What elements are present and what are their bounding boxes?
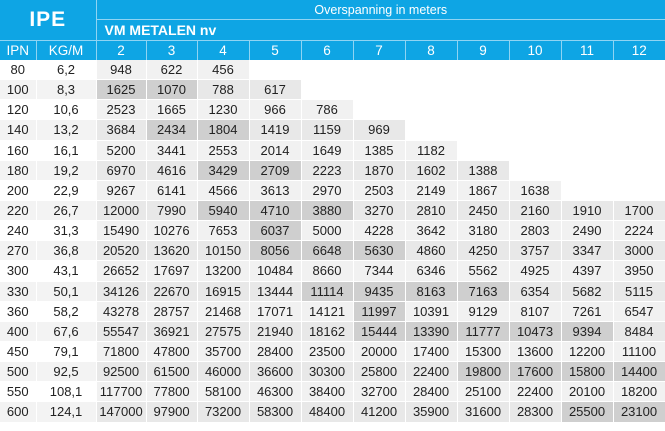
span-value-cell: 5630 [353,241,405,261]
span-value-cell: 2149 [405,180,457,200]
span-value-cell: 11997 [353,301,405,321]
kgm-cell: 8,3 [36,80,96,100]
kgm-cell: 50,1 [36,281,96,301]
ipn-cell: 300 [0,261,36,281]
table-row [0,120,665,140]
span-value-cell: 7990 [146,200,197,220]
span-value-cell: 5115 [613,281,665,301]
column-header-span: 4 [197,41,249,61]
span-value-cell [613,100,665,120]
span-value-cell: 32700 [353,382,405,402]
span-value-cell: 10391 [405,301,457,321]
span-value-cell: 14121 [301,301,353,321]
table-row [0,301,665,321]
span-value-cell [613,180,665,200]
span-value-cell [457,100,509,120]
span-value-cell: 5000 [301,221,353,241]
span-value-cell [405,100,457,120]
kgm-cell: 79,1 [36,341,96,361]
span-value-cell: 10276 [146,221,197,241]
span-value-cell: 7344 [353,261,405,281]
span-value-cell: 18200 [613,382,665,402]
span-value-cell: 21940 [249,321,301,341]
span-value-cell: 47800 [146,341,197,361]
span-value-cell: 6346 [405,261,457,281]
span-value-cell: 9435 [353,281,405,301]
kgm-cell: 108,1 [36,382,96,402]
span-value-cell: 2810 [405,200,457,220]
span-value-cell: 456 [197,60,249,80]
span-value-cell: 25500 [561,402,613,422]
span-value-cell [561,60,613,80]
ipn-cell: 450 [0,341,36,361]
span-value-cell [457,120,509,140]
span-value-cell: 3880 [301,200,353,220]
span-value-cell: 788 [197,80,249,100]
span-value-cell [561,120,613,140]
table-row [0,100,665,120]
ipn-cell: 360 [0,301,36,321]
span-value-cell: 4860 [405,241,457,261]
span-value-cell: 5682 [561,281,613,301]
table-row [0,80,665,100]
kgm-cell: 31,3 [36,221,96,241]
span-value-cell: 786 [301,100,353,120]
span-value-cell: 38400 [301,382,353,402]
span-value-cell: 1625 [96,80,146,100]
span-value-cell: 117700 [96,382,146,402]
span-value-cell: 1230 [197,100,249,120]
span-value-cell: 2434 [146,120,197,140]
span-value-cell [613,160,665,180]
span-value-cell: 2450 [457,200,509,220]
span-value-cell: 5562 [457,261,509,281]
ipn-cell: 180 [0,160,36,180]
span-value-cell: 2523 [96,100,146,120]
span-value-cell: 6970 [96,160,146,180]
span-value-cell: 11777 [457,321,509,341]
span-value-cell [457,80,509,100]
ipn-cell: 600 [0,402,36,422]
span-value-cell: 48400 [301,402,353,422]
span-value-cell [561,100,613,120]
span-value-cell: 13390 [405,321,457,341]
span-value-cell: 55547 [96,321,146,341]
table-row [0,261,665,281]
table-body [0,60,665,422]
table-row [0,221,665,241]
span-value-cell: 71800 [96,341,146,361]
span-value-cell: 97900 [146,402,197,422]
span-value-cell: 5200 [96,140,146,160]
span-value-cell: 12200 [561,341,613,361]
span-value-cell: 13444 [249,281,301,301]
ipn-cell: 120 [0,100,36,120]
span-axis-title: Overspanning in meters [96,0,665,20]
ipn-cell: 200 [0,180,36,200]
span-value-cell: 622 [146,60,197,80]
span-value-cell: 15490 [96,221,146,241]
span-value-cell: 3642 [405,221,457,241]
span-value-cell: 73200 [197,402,249,422]
span-value-cell [457,60,509,80]
span-value-cell: 9129 [457,301,509,321]
span-value-cell: 17697 [146,261,197,281]
span-value-cell: 2553 [197,140,249,160]
column-header-span: 8 [405,41,457,61]
span-value-cell: 3684 [96,120,146,140]
span-value-cell [561,140,613,160]
span-value-cell: 4228 [353,221,405,241]
span-value-cell: 58300 [249,402,301,422]
column-header-span: 6 [301,41,353,61]
span-value-cell: 3429 [197,160,249,180]
column-header-row [0,41,665,61]
column-header-span: 10 [509,41,561,61]
span-value-cell: 3441 [146,140,197,160]
table-row [0,362,665,382]
span-value-cell: 28400 [249,341,301,361]
table-row [0,341,665,361]
span-value-cell: 31600 [457,402,509,422]
span-value-cell: 3613 [249,180,301,200]
span-value-cell [301,80,353,100]
span-value-cell: 34126 [96,281,146,301]
span-value-cell: 147000 [96,402,146,422]
span-value-cell: 30300 [301,362,353,382]
span-value-cell: 2970 [301,180,353,200]
span-value-cell: 3347 [561,241,613,261]
span-value-cell: 22400 [509,382,561,402]
span-value-cell: 8056 [249,241,301,261]
kgm-cell: 22,9 [36,180,96,200]
kgm-cell: 58,2 [36,301,96,321]
span-value-cell: 617 [249,80,301,100]
span-value-cell [613,60,665,80]
kgm-cell: 19,2 [36,160,96,180]
kgm-cell: 36,8 [36,241,96,261]
column-header-span: 7 [353,41,405,61]
column-header-span: 5 [249,41,301,61]
span-value-cell [509,80,561,100]
table-row [0,200,665,220]
kgm-cell: 43,1 [36,261,96,281]
span-value-cell: 23500 [301,341,353,361]
span-value-cell: 1388 [457,160,509,180]
span-value-cell: 5940 [197,200,249,220]
table-header [0,0,665,60]
span-value-cell: 28757 [146,301,197,321]
span-value-cell: 1385 [353,140,405,160]
span-value-cell: 3757 [509,241,561,261]
span-value-cell: 25800 [353,362,405,382]
table-row [0,402,665,422]
span-value-cell: 21468 [197,301,249,321]
span-value-cell [509,60,561,80]
span-value-cell [249,60,301,80]
ipn-cell: 270 [0,241,36,261]
span-value-cell: 1602 [405,160,457,180]
span-value-cell: 41200 [353,402,405,422]
span-value-cell: 2490 [561,221,613,241]
span-value-cell: 966 [249,100,301,120]
span-value-cell: 9394 [561,321,613,341]
table-row [0,321,665,341]
span-value-cell: 2223 [301,160,353,180]
span-value-cell: 43278 [96,301,146,321]
section-title: IPE [0,0,96,41]
span-value-cell: 1182 [405,140,457,160]
span-value-cell: 11100 [613,341,665,361]
column-header-span: 2 [96,41,146,61]
span-value-cell: 1804 [197,120,249,140]
span-value-cell [561,160,613,180]
span-value-cell: 58100 [197,382,249,402]
span-value-cell: 10473 [509,321,561,341]
span-value-cell: 6547 [613,301,665,321]
span-value-cell: 10150 [197,241,249,261]
span-value-cell: 61500 [146,362,197,382]
span-value-cell: 2160 [509,200,561,220]
span-value-cell: 1700 [613,200,665,220]
span-value-cell: 8484 [613,321,665,341]
span-value-cell: 36921 [146,321,197,341]
span-value-cell: 11114 [301,281,353,301]
span-value-cell: 22400 [405,362,457,382]
span-value-cell [509,120,561,140]
span-value-cell: 19800 [457,362,509,382]
span-value-cell: 15300 [457,341,509,361]
span-value-cell: 15444 [353,321,405,341]
table-row [0,180,665,200]
table-row [0,160,665,180]
span-value-cell: 7163 [457,281,509,301]
span-value-cell: 46000 [197,362,249,382]
span-value-cell: 26652 [96,261,146,281]
span-value-cell [301,60,353,80]
span-value-cell: 3270 [353,200,405,220]
table-row [0,60,665,80]
span-value-cell: 3950 [613,261,665,281]
span-value-cell: 1070 [146,80,197,100]
table-row [0,382,665,402]
kgm-cell: 26,7 [36,200,96,220]
span-value-cell: 2503 [353,180,405,200]
kgm-cell: 10,6 [36,100,96,120]
span-value-cell: 13600 [509,341,561,361]
span-value-cell: 8107 [509,301,561,321]
span-value-cell: 18162 [301,321,353,341]
span-value-cell: 6648 [301,241,353,261]
span-value-cell: 17600 [509,362,561,382]
span-value-cell: 92500 [96,362,146,382]
ipn-cell: 550 [0,382,36,402]
column-header-span: 3 [146,41,197,61]
span-value-cell: 2224 [613,221,665,241]
span-value-cell: 6354 [509,281,561,301]
span-value-cell: 4250 [457,241,509,261]
table-row [0,241,665,261]
span-value-cell: 3000 [613,241,665,261]
ipn-cell: 160 [0,140,36,160]
column-header-span: 11 [561,41,613,61]
span-value-cell: 13620 [146,241,197,261]
span-value-cell: 1638 [509,180,561,200]
span-value-cell: 4397 [561,261,613,281]
span-value-cell: 28300 [509,402,561,422]
span-value-cell [561,80,613,100]
span-value-cell: 1870 [353,160,405,180]
table-row [0,281,665,301]
column-header-ipn: IPN [0,41,36,61]
ipn-cell: 240 [0,221,36,241]
span-value-cell [509,140,561,160]
span-value-cell: 2014 [249,140,301,160]
span-value-cell: 13200 [197,261,249,281]
ipn-cell: 80 [0,60,36,80]
span-value-cell: 8163 [405,281,457,301]
span-value-cell: 1159 [301,120,353,140]
kgm-cell: 16,1 [36,140,96,160]
ipn-cell: 140 [0,120,36,140]
span-value-cell: 2709 [249,160,301,180]
span-value-cell: 14400 [613,362,665,382]
span-value-cell: 20000 [353,341,405,361]
span-value-cell: 35700 [197,341,249,361]
column-header-span: 12 [613,41,665,61]
span-value-cell: 6037 [249,221,301,241]
kgm-cell: 124,1 [36,402,96,422]
span-value-cell: 4616 [146,160,197,180]
kgm-cell: 92,5 [36,362,96,382]
span-value-cell: 1910 [561,200,613,220]
column-header-kgm: KG/M [36,41,96,61]
ipn-cell: 330 [0,281,36,301]
span-value-cell [561,180,613,200]
span-value-cell: 4566 [197,180,249,200]
span-value-cell [353,60,405,80]
span-value-cell: 25100 [457,382,509,402]
table-row [0,140,665,160]
span-value-cell: 46300 [249,382,301,402]
span-value-cell: 3180 [457,221,509,241]
span-value-cell: 2803 [509,221,561,241]
span-value-cell: 7653 [197,221,249,241]
span-value-cell [457,140,509,160]
column-header-span: 9 [457,41,509,61]
kgm-cell: 67,6 [36,321,96,341]
span-value-cell: 17071 [249,301,301,321]
span-value-cell: 28400 [405,382,457,402]
span-value-cell: 4710 [249,200,301,220]
span-value-cell: 23100 [613,402,665,422]
span-value-cell: 35900 [405,402,457,422]
kgm-cell: 6,2 [36,60,96,80]
kgm-cell: 13,2 [36,120,96,140]
ipn-cell: 100 [0,80,36,100]
span-value-cell [405,120,457,140]
span-value-cell: 8660 [301,261,353,281]
span-value-cell: 27575 [197,321,249,341]
span-value-cell: 948 [96,60,146,80]
span-value-cell: 7261 [561,301,613,321]
span-value-cell: 16915 [197,281,249,301]
span-value-cell [405,80,457,100]
ipn-cell: 220 [0,200,36,220]
span-value-cell [509,160,561,180]
span-value-cell: 15800 [561,362,613,382]
span-value-cell: 36600 [249,362,301,382]
span-value-cell [613,120,665,140]
span-value-cell: 22670 [146,281,197,301]
ipn-cell: 400 [0,321,36,341]
span-value-cell: 17400 [405,341,457,361]
span-value-cell [405,60,457,80]
span-value-cell: 6141 [146,180,197,200]
span-value-cell [509,100,561,120]
company-subtitle: VM METALEN nv [104,22,217,38]
span-value-cell [353,80,405,100]
span-value-cell [613,80,665,100]
span-value-cell: 9267 [96,180,146,200]
span-value-cell [353,100,405,120]
span-value-cell: 10484 [249,261,301,281]
span-value-cell: 1649 [301,140,353,160]
span-value-cell: 20100 [561,382,613,402]
span-value-cell [613,140,665,160]
span-value-cell: 1665 [146,100,197,120]
span-value-cell: 1419 [249,120,301,140]
span-value-cell: 969 [353,120,405,140]
span-value-cell: 20520 [96,241,146,261]
span-value-cell: 12000 [96,200,146,220]
span-value-cell: 1867 [457,180,509,200]
span-value-cell: 4925 [509,261,561,281]
span-value-cell: 77800 [146,382,197,402]
ipn-cell: 500 [0,362,36,382]
